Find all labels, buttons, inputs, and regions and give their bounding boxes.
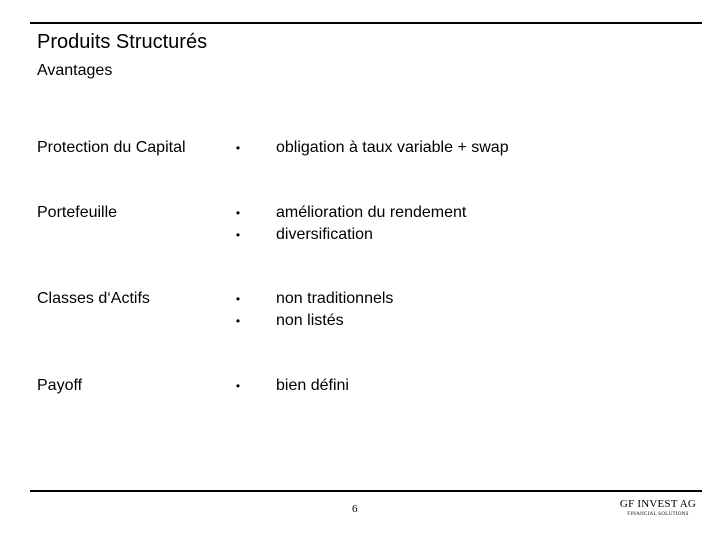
bullet-icon: • [235,228,241,242]
row-label: Protection du Capital [37,139,186,156]
slide-subtitle: Avantages [37,62,113,79]
list-item-text: obligation à taux variable + swap [276,139,509,156]
top-divider [30,22,702,24]
bottom-divider [30,490,702,492]
list-item-text: amélioration du rendement [276,204,467,221]
list-item-text: non listés [276,312,344,329]
bullet-icon: • [235,314,241,328]
bullet-icon: • [235,141,241,155]
row-label: Portefeuille [37,204,118,221]
bullet-icon: • [235,292,241,306]
bullet-icon: • [235,379,241,393]
bullet-icon: • [235,206,241,220]
list-item-text: bien défini [276,377,349,394]
row-label: Classes d‘Actifs [37,290,150,307]
page-number: 6 [352,503,358,515]
list-item-text: non traditionnels [276,290,394,307]
row-label: Payoff [37,377,83,394]
logo-tagline: FINANCIAL SOLUTIONS [627,512,689,517]
list-item-text: diversification [276,226,373,243]
slide-title: Produits Structurés [37,31,208,53]
company-logo [612,498,704,518]
logo-name: GF INVEST AG [619,498,697,510]
